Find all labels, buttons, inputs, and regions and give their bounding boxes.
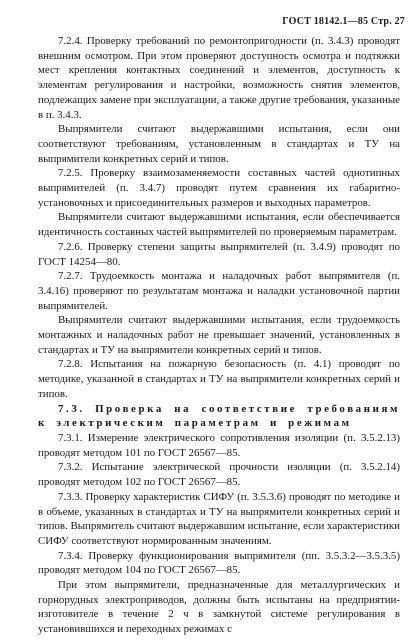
document-body [38, 34, 400, 637]
paragraph-7-2-4: 7.2.4. Проверку требований по ремонтопригодности (п. 3.4.3) проводят внешним осмотром. При этом проверяют доступность осмотра и подтяжки мест крепления контактных соединений и элементов, доступность к элементам регулирования и настройки, возможность снятия элементов, подлежащих замене при эксплуатации, а также другие требования, указанные в п. 3.4.3. [38, 35, 400, 121]
paragraph-7-2-5: 7.2.5. Проверку взаимозаменяемости составных частей однотипных выпрямителей (п. 3.4.7) проводят путем сравнения их габаритно-установочных и присоединительных размеров и выходных параметров. [38, 167, 400, 209]
paragraph-7-3-4: 7.3.4. Проверку функционирования выпрямителя (пп. 3.5.3.2—3.5.3.5) проводят методом 104 по ГОСТ 26567—85. [38, 549, 400, 577]
page-header: ГОСТ 18142.1—85 Стр. 27 [282, 16, 405, 27]
paragraph-7-2-7: 7.2.7. Трудоемкость монтажа и наладочных работ выпрямителя (п. 3.4.16) проверяют по результатам монтажа и наладки установочной партии выпрямителей. [38, 270, 400, 312]
paragraph-7-3-3: 7.3.3. Проверку характеристик СИФУ (п. 3.5.3.6) проводят по методике и в объеме, указанных в стандартах и ТУ на выпрямители конкретных серий и типов. Выпрямитель считают выдержавшим испытание, если характеристики СИФУ соответствуют нормированным значениям. [38, 490, 400, 547]
paragraph-7-3-4-continued: При этом выпрямители, предназначенные для металлургических и горнорудных электроприводов, должны быть испытаны на предприятии-изготовителе в течение 2 ч в замкнутой системе регулирования в установившихся и переходных режимах с [38, 579, 400, 636]
paragraph-conclusion-7-2-4: Выпрямители считают выдержавшими испытания, если они соответствуют требованиям, установленным в стандартах и ТУ на выпрямители конкретных серий и типов. [38, 123, 400, 165]
paragraph-7-2-8: 7.2.8. Испытания на пожарную безопасность (п. 4.1) проводят по методике, указанной в стандартах и ТУ на выпрямители конкретных серий и типов. [38, 358, 400, 400]
paragraph-conclusion-7-2-7: Выпрямители считают выдержавшими испытания, если трудоемкость монтажных и наладочных работ не превышает значений, установленных в стандартах и ТУ на выпрямители конкретных серий и типов. [38, 314, 400, 356]
paragraph-conclusion-7-2-5: Выпрямители считают выдержавшими испытания, если обеспечивается идентичность составных частей выпрямителей по проверяемым параметрам. [38, 211, 400, 239]
paragraph-7-3-2: 7.3.2. Испытание электрической прочности изоляции (п. 3.5.2.14) проводят методом 102 по ГОСТ 26567—85. [38, 461, 400, 489]
section-heading-7-3: 7.3. Проверка на соответствие требованиям к электрическим параметрам и режимам [38, 402, 400, 430]
paragraph-7-3-1: 7.3.1. Измерение электрического сопротивления изоляции (п. 3.5.2.13) проводят методом 101 по ГОСТ 26567—85. [38, 431, 400, 459]
paragraph-7-2-6: 7.2.6. Проверку степени защиты выпрямителей (п. 3.4.9) проводят по ГОСТ 14254—80. [38, 240, 400, 268]
